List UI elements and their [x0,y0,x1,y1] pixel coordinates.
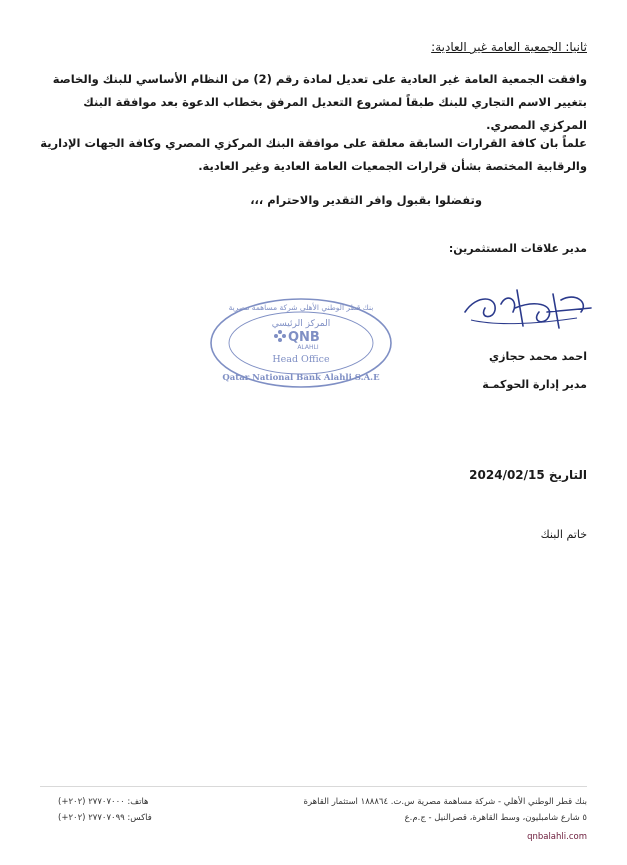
footer-phone: هاتف: ٢٧٧٠٧٠٠٠ (٢٠٢+) [58,797,149,807]
bank-seal-label: خاتم البنك [540,528,587,541]
footer-address-line-1: بنك قطر الوطني الأهلي - شركة مساهمة مصرية س.ت. ١٨٨٨٦٤ استثمار القاهرة [303,797,587,807]
closing-line: وتفضلوا بقبول وافر التقدير والاحترام ،،، [250,193,482,207]
footer-address-line-2: ٥ شارع شامبليون، وسط القاهرة، قصرالنيل - ج.م.ع [404,813,587,823]
stamp-arabic-mid: المركز الرئيسي [271,319,331,329]
resolution-paragraph: وافقت الجمعية العامة غير العادية على تعديل لمادة رقم (2) من النظام الأساسي للبنك والخاصة بتغيير الاسم التجاري للبنك طبقاً لمشروع التعديل المرفق بخطاب الدعوة بعد موافقة البنك المركزي المصري. [52,72,587,132]
stamp-english-mid: Head Office [272,354,330,365]
stamp-brand-sub: ALAHLI [297,344,319,351]
footer-divider [40,786,587,787]
document-date: التاريخ 2024/02/15 [469,468,587,482]
section-heading: ثانيا: الجمعية العامة غير العادية: [431,40,587,54]
handwritten-signature [457,282,597,337]
bank-stamp [208,296,394,390]
signer-title: مدير علاقات المستثمرين: [448,242,587,255]
stamp-english-bottom: Qatar National Bank Alahli S.A.E [222,373,380,383]
footer-fax: فاكس: ٢٧٧٠٧٠٩٩ (٢٠٢+) [58,813,152,823]
footer-website-link[interactable]: qnbalahli.com [527,832,587,842]
conditions-paragraph: علماً بان كافة القرارات السابقة معلقة على موافقة البنك المركزي المصري وكافة الجهات الإدارية والرقابية المختصة بشأن قرارات الجمعيات العامة العادية وغير العادية. [40,136,587,173]
signer-role: مدير إدارة الحوكمـة [482,378,587,391]
stamp-brand: QNB [288,330,320,345]
signer-name: احمد محمد حجازي [489,350,587,363]
stamp-arabic-top: بنك قطر الوطني الأهلي شركة مساهمة مصرية [228,303,374,312]
qnb-logo-icon [274,330,286,342]
